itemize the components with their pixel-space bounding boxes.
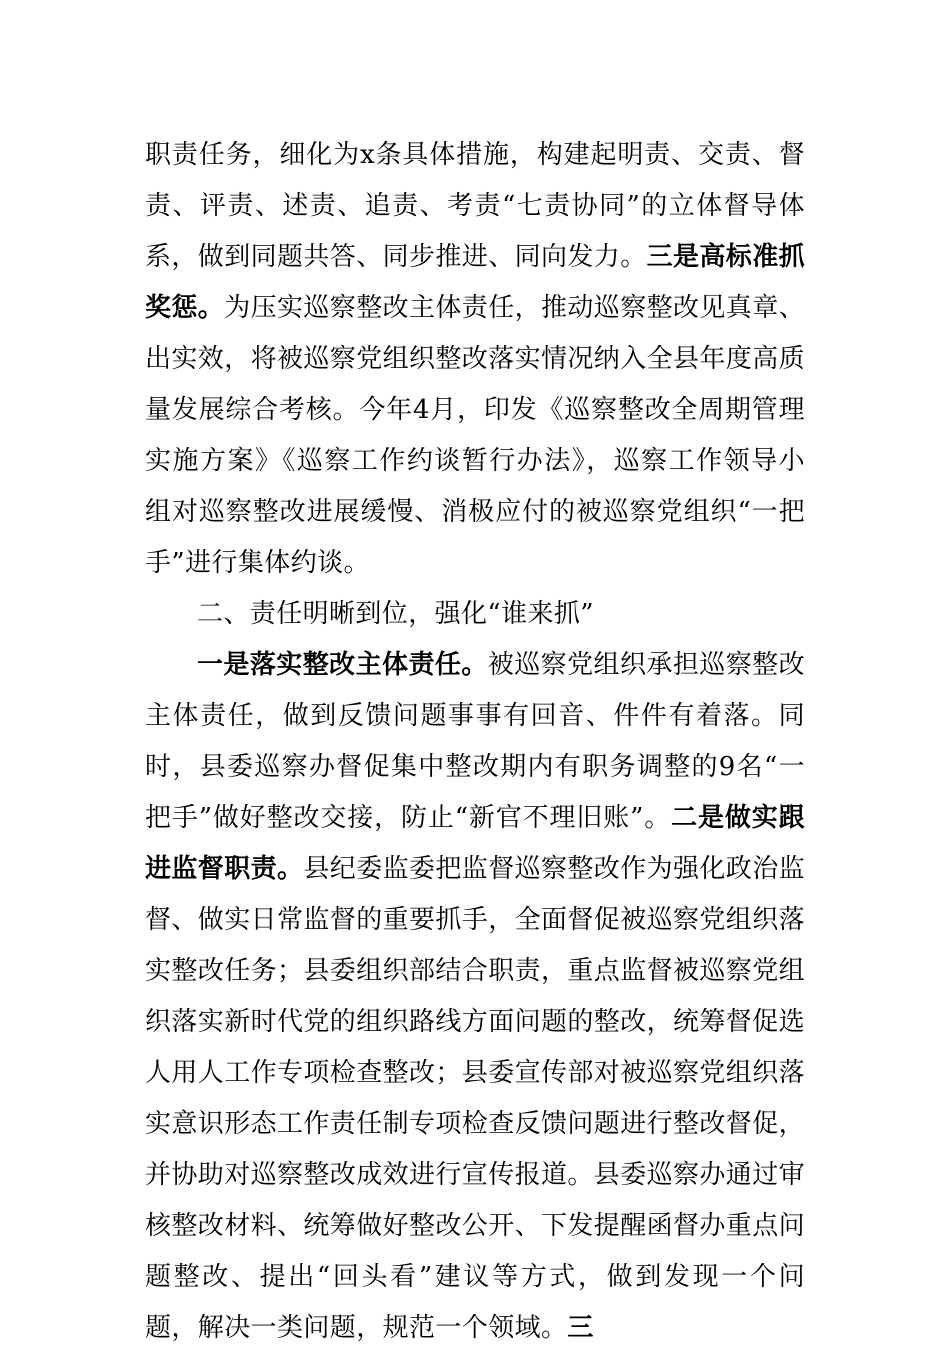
- section-paragraph: [145, 640, 805, 1354]
- point3-title: 三是高标准抓奖惩。: [145, 242, 806, 323]
- point3-body: 为压实巡察整改主体责任，推动巡察整改见真章、出实效，将被巡察党组织整改落实情况纳入全县年度高质量发展综合考核。今年4月，印发《巡察整改全周期管理实施方案》《巡察工作约谈暂行办法》，巡察工作领导小组对巡察整改进展缓慢、消极应付的被巡察党组织“一把手”进行集体约谈。: [145, 293, 806, 578]
- document-page: [145, 130, 805, 1354]
- point1-title: 一是落实整改主体责任。: [197, 650, 488, 680]
- section-heading: 二、责任明晰到位，强化“谁来抓”: [197, 599, 594, 629]
- paragraph-continued: [145, 130, 805, 589]
- point2-title: 二是做实跟进监督职责。: [145, 803, 805, 884]
- continuation-text: 职责任务，细化为x条具体措施，构建起明责、交责、督责、评责、述责、追责、考责“七责协同”的立体督导体系，做到同题共答、同步推进、同向发力。: [145, 140, 805, 272]
- point2-body: 县纪委监委把监督巡察整改作为强化政治监督、做实日常监督的重要抓手，全面督促被巡察党组织落实整改任务；县委组织部结合职责，重点监督被巡察党组织落实新时代党的组织路线方面问题的整改，统筹督促选人用人工作专项检查整改；县委宣传部对被巡察党组织落实意识形态工作责任制专项检查反馈问题进行整改督促，并协助对巡察整改成效进行宣传报道。县委巡察办通过审核整改材料、统筹做好整改公开、下发提醒函督办重点问题整改、提出“回头看”建议等方式，做到发现一个问题，解决一类问题，规范一个领域。: [145, 854, 806, 1343]
- point1-body: 被巡察党组织承担巡察整改主体责任，做到反馈问题事事有回音、件件有着落。同时，县委巡察办督促集中整改期内有职务调整的9名“一把手”做好整改交接，防止“新官不理旧账”。: [145, 650, 805, 833]
- trailing-text: 三: [567, 1313, 594, 1343]
